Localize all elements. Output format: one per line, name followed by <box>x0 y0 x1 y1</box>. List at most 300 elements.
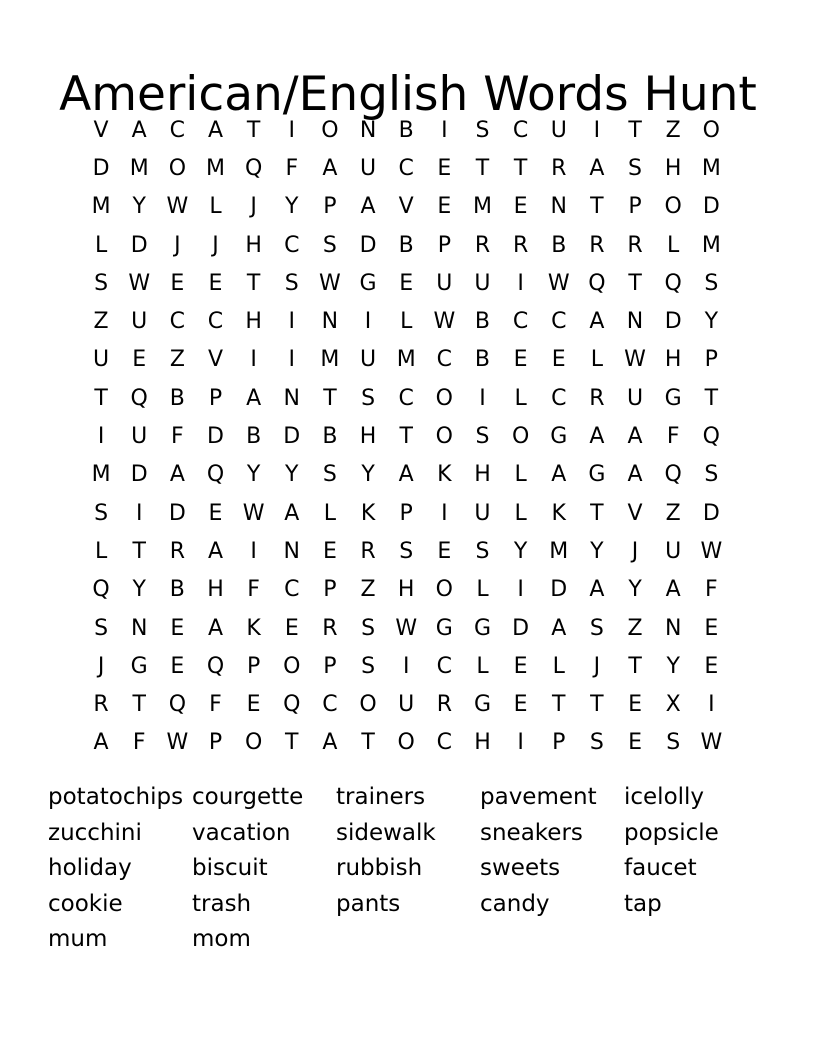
grid-letter: E <box>208 500 223 526</box>
grid-letter: O <box>321 117 339 143</box>
grid-letter: I <box>364 309 372 335</box>
grid-letter: R <box>360 538 376 564</box>
grid-letter: Y <box>590 538 604 564</box>
grid-letter: A <box>284 500 300 526</box>
grid-letter: A <box>169 462 185 488</box>
grid-letter: S <box>94 270 109 296</box>
grid-letter: B <box>169 385 185 411</box>
word-list-item: trainers <box>336 784 426 810</box>
grid-letter: M <box>91 194 111 220</box>
grid-letter: E <box>132 347 147 373</box>
grid-letter: T <box>552 692 566 718</box>
grid-letter: S <box>704 462 719 488</box>
grid-letter: T <box>399 424 413 450</box>
grid-letter: C <box>322 692 338 718</box>
grid-letter: Q <box>664 270 682 296</box>
grid-letter: L <box>94 232 108 258</box>
grid-letter: W <box>433 309 456 335</box>
word-list-item: faucet <box>624 855 697 881</box>
grid-letter: L <box>552 653 565 679</box>
grid-letter: G <box>473 615 491 641</box>
grid-letter: E <box>704 653 719 679</box>
grid-letter: L <box>476 577 489 603</box>
grid-letter: P <box>552 730 566 756</box>
grid-letter: E <box>170 615 185 641</box>
grid-letter: I <box>135 500 143 526</box>
grid-letter: L <box>514 462 527 488</box>
grid-letter: S <box>284 270 299 296</box>
word-list-item: potatochips <box>48 784 184 810</box>
grid-letter: E <box>399 270 414 296</box>
grid-letter: E <box>628 730 642 756</box>
grid-letter: T <box>590 194 604 220</box>
grid-letter: R <box>93 692 109 718</box>
grid-letter: R <box>474 232 491 258</box>
grid-letter: H <box>474 462 491 488</box>
grid-letter: F <box>247 577 260 603</box>
grid-letter: D <box>130 232 148 258</box>
grid-letter: S <box>361 653 376 679</box>
grid-letter: U <box>93 347 110 373</box>
letter-grid <box>82 111 732 762</box>
grid-letter: E <box>322 538 337 564</box>
grid-letter: A <box>665 577 681 603</box>
grid-letter: U <box>131 424 148 450</box>
grid-letter: S <box>361 385 376 411</box>
grid-letter: D <box>664 309 682 335</box>
grid-letter: A <box>589 577 605 603</box>
grid-letter: A <box>551 615 567 641</box>
grid-letter: C <box>436 347 453 373</box>
grid-letter: J <box>212 232 219 258</box>
grid-letter: C <box>284 232 300 258</box>
grid-letter: T <box>246 270 261 296</box>
grid-letter: L <box>323 500 337 526</box>
grid-letter: F <box>171 424 184 450</box>
grid-letter: P <box>704 347 718 373</box>
grid-letter: O <box>435 385 453 411</box>
word-list-item: trash <box>192 890 252 917</box>
grid-row <box>82 226 732 264</box>
grid-row <box>82 724 732 762</box>
page-title: American/English Words Hunt <box>59 67 757 123</box>
grid-letter: A <box>246 385 262 411</box>
grid-letter: I <box>517 730 524 756</box>
grid-letter: L <box>476 653 489 679</box>
grid-letter: A <box>551 462 567 488</box>
word-list-item: sneakers <box>480 819 583 846</box>
grid-letter: T <box>132 692 146 718</box>
grid-letter: I <box>250 347 257 373</box>
word-list-item: vacation <box>192 819 291 846</box>
grid-letter: F <box>285 155 299 181</box>
grid-letter: I <box>517 577 524 603</box>
grid-letter: Q <box>130 385 148 411</box>
grid-letter: G <box>550 424 568 450</box>
grid-letter: W <box>166 730 189 756</box>
grid-letter: Y <box>132 577 146 603</box>
grid-row <box>82 264 732 302</box>
grid-letter: O <box>168 155 187 181</box>
grid-letter: N <box>359 117 377 143</box>
grid-letter: I <box>708 692 715 718</box>
grid-letter: F <box>209 692 222 718</box>
grid-letter: Z <box>360 577 376 603</box>
grid-letter: I <box>593 117 601 143</box>
word-list-item: cookie <box>48 890 123 917</box>
grid-letter: P <box>437 232 451 258</box>
grid-letter: W <box>624 347 646 373</box>
grid-letter: O <box>435 424 453 450</box>
grid-letter: A <box>589 424 605 450</box>
grid-letter: A <box>207 538 224 564</box>
grid-letter: E <box>513 347 528 373</box>
grid-letter: V <box>627 500 643 526</box>
grid-letter: S <box>704 270 719 296</box>
grid-row <box>82 341 732 379</box>
grid-letter: U <box>665 538 682 564</box>
grid-letter: S <box>361 615 376 641</box>
grid-letter: P <box>323 577 337 603</box>
grid-letter: P <box>323 194 337 220</box>
grid-row <box>82 456 732 494</box>
grid-row <box>82 149 732 187</box>
grid-letter: O <box>664 194 682 220</box>
grid-letter: H <box>664 347 682 373</box>
grid-letter: I <box>441 117 448 143</box>
grid-letter: D <box>283 424 301 450</box>
grid-letter: A <box>627 424 643 450</box>
word-list-item: sidewalk <box>336 819 436 846</box>
grid-letter: I <box>288 347 296 373</box>
grid-letter: P <box>208 730 223 756</box>
grid-letter: C <box>169 309 186 335</box>
grid-letter: C <box>512 117 529 143</box>
grid-letter: N <box>321 309 339 335</box>
grid-letter: B <box>398 117 414 143</box>
grid-row <box>82 609 732 647</box>
grid-letter: Q <box>664 462 682 488</box>
grid-letter: C <box>551 309 567 335</box>
grid-letter: C <box>398 385 414 411</box>
grid-letter: S <box>589 615 604 641</box>
grid-letter: Y <box>704 309 719 335</box>
grid-letter: T <box>590 500 604 526</box>
grid-letter: P <box>323 653 337 679</box>
grid-letter: G <box>473 692 491 718</box>
grid-letter: A <box>398 462 414 488</box>
grid-letter: T <box>246 117 261 143</box>
grid-letter: N <box>664 615 682 641</box>
grid-letter: X <box>665 692 681 718</box>
grid-letter: I <box>441 500 448 526</box>
grid-letter: M <box>472 194 492 220</box>
grid-letter: W <box>547 270 570 296</box>
grid-letter: E <box>170 270 185 296</box>
grid-letter: U <box>626 385 644 411</box>
grid-letter: Y <box>513 538 528 564</box>
grid-letter: W <box>700 730 723 756</box>
grid-letter: D <box>168 500 186 526</box>
grid-letter: F <box>132 730 146 756</box>
grid-letter: Q <box>244 155 263 181</box>
grid-letter: Y <box>285 462 299 488</box>
grid-letter: Z <box>665 117 681 143</box>
grid-letter: A <box>589 155 605 181</box>
grid-letter: N <box>626 309 644 335</box>
grid-letter: I <box>479 385 486 411</box>
grid-letter: Y <box>285 194 299 220</box>
grid-letter: C <box>169 117 186 143</box>
word-list-item: popsicle <box>624 819 719 846</box>
grid-letter: L <box>590 347 604 373</box>
word-list-item: sweets <box>480 855 561 881</box>
grid-letter: S <box>475 117 490 143</box>
grid-letter: W <box>395 615 418 641</box>
grid-letter: H <box>245 232 262 258</box>
grid-letter: T <box>132 538 146 564</box>
grid-row <box>82 302 732 340</box>
grid-letter: T <box>285 730 299 756</box>
grid-letter: O <box>702 117 720 143</box>
grid-letter: Y <box>361 462 375 488</box>
grid-letter: E <box>513 692 528 718</box>
grid-letter: G <box>588 462 606 488</box>
grid-letter: G <box>130 653 148 679</box>
grid-letter: R <box>322 615 338 641</box>
grid-letter: H <box>245 309 262 335</box>
grid-letter: K <box>437 462 452 488</box>
grid-letter: T <box>361 730 375 756</box>
grid-letter: S <box>589 730 604 756</box>
grid-letter: U <box>398 692 415 718</box>
grid-letter: Y <box>666 653 680 679</box>
grid-letter: R <box>589 385 605 411</box>
grid-letter: W <box>166 194 189 220</box>
grid-letter: I <box>97 424 105 450</box>
grid-letter: M <box>320 347 340 373</box>
grid-letter: D <box>512 615 530 641</box>
word-list-item: zucchini <box>48 819 142 846</box>
grid-letter: O <box>244 730 263 756</box>
grid-letter: U <box>436 270 453 296</box>
grid-letter: Y <box>246 462 261 488</box>
grid-letter: O <box>359 692 377 718</box>
grid-letter: K <box>551 500 566 526</box>
grid-letter: V <box>93 117 109 143</box>
grid-letter: Q <box>702 424 720 450</box>
grid-letter: C <box>398 155 414 181</box>
grid-letter: R <box>627 232 643 258</box>
grid-letter: S <box>628 155 643 181</box>
grid-letter: I <box>402 653 410 679</box>
grid-row <box>82 188 732 226</box>
grid-letter: B <box>474 347 491 373</box>
grid-letter: C <box>284 577 300 603</box>
grid-letter: A <box>207 615 224 641</box>
grid-letter: E <box>437 155 452 181</box>
grid-letter: C <box>436 653 453 679</box>
grid-letter: Q <box>206 462 225 488</box>
grid-letter: E <box>170 653 185 679</box>
grid-letter: R <box>589 232 605 258</box>
grid-letter: O <box>283 653 301 679</box>
grid-row <box>82 532 732 570</box>
grid-letter: U <box>474 270 491 296</box>
grid-letter: Q <box>283 692 301 718</box>
grid-letter: R <box>436 692 452 718</box>
grid-letter: J <box>250 194 257 220</box>
grid-row <box>82 379 732 417</box>
grid-letter: L <box>514 385 527 411</box>
grid-letter: L <box>400 309 413 335</box>
word-list-item: courgette <box>192 784 304 810</box>
grid-letter: F <box>666 424 680 450</box>
grid-letter: E <box>284 615 299 641</box>
grid-letter: F <box>704 577 718 603</box>
grid-letter: L <box>94 538 108 564</box>
grid-letter: A <box>627 462 643 488</box>
grid-letter: P <box>399 500 413 526</box>
grid-letter: E <box>551 347 566 373</box>
grid-letter: K <box>360 500 376 526</box>
grid-letter: O <box>511 424 530 450</box>
grid-letter: B <box>322 424 338 450</box>
grid-letter: L <box>514 500 527 526</box>
grid-letter: R <box>512 232 529 258</box>
grid-letter: M <box>129 155 149 181</box>
grid-letter: H <box>359 424 377 450</box>
grid-letter: E <box>513 194 528 220</box>
grid-letter: Q <box>206 653 225 679</box>
grid-letter: L <box>209 194 222 220</box>
word-list-item: rubbish <box>336 855 423 881</box>
grid-letter: O <box>397 730 415 756</box>
grid-letter: I <box>517 270 524 296</box>
grid-letter: R <box>551 155 567 181</box>
grid-letter: M <box>206 155 225 181</box>
grid-row <box>82 494 732 532</box>
grid-letter: Q <box>168 692 187 718</box>
grid-letter: B <box>398 232 414 258</box>
grid-letter: N <box>130 615 148 641</box>
grid-letter: S <box>475 424 490 450</box>
grid-letter: C <box>436 730 453 756</box>
grid-letter: Z <box>169 347 185 373</box>
grid-letter: B <box>169 577 185 603</box>
word-list-item: icelolly <box>624 784 705 810</box>
grid-letter: S <box>322 232 337 258</box>
grid-letter: W <box>128 270 151 296</box>
grid-letter: B <box>474 309 491 335</box>
word-list-item: mom <box>192 926 251 952</box>
word-list-item: holiday <box>48 855 132 881</box>
grid-letter: T <box>94 385 108 411</box>
grid-letter: L <box>667 232 680 258</box>
grid-letter: E <box>437 194 452 220</box>
grid-letter: I <box>288 117 296 143</box>
grid-row <box>82 111 732 149</box>
grid-letter: A <box>131 117 147 143</box>
grid-letter: E <box>246 692 261 718</box>
word-list-item: biscuit <box>192 855 268 881</box>
grid-letter: D <box>702 194 720 220</box>
grid-letter: Q <box>588 270 606 296</box>
grid-letter: M <box>701 155 721 181</box>
grid-letter: R <box>169 538 185 564</box>
grid-letter: E <box>513 653 528 679</box>
grid-letter: A <box>207 117 224 143</box>
grid-letter: N <box>283 385 300 411</box>
word-list-item: mum <box>48 926 108 952</box>
grid-letter: U <box>474 500 491 526</box>
grid-letter: V <box>398 194 414 220</box>
grid-letter: O <box>435 577 453 603</box>
grid-letter: T <box>475 155 490 181</box>
grid-letter: S <box>666 730 681 756</box>
grid-letter: U <box>131 309 148 335</box>
grid-letter: W <box>242 500 265 526</box>
grid-letter: E <box>208 270 223 296</box>
grid-letter: N <box>283 538 300 564</box>
grid-letter: A <box>589 309 605 335</box>
grid-letter: B <box>551 232 567 258</box>
grid-letter: U <box>360 347 377 373</box>
grid-letter: D <box>702 500 720 526</box>
grid-letter: H <box>207 577 224 603</box>
grid-letter: S <box>322 462 337 488</box>
grid-letter: Z <box>93 309 109 335</box>
grid-letter: Y <box>132 194 146 220</box>
grid-letter: P <box>246 653 261 679</box>
grid-letter: T <box>628 270 642 296</box>
grid-letter: J <box>174 232 181 258</box>
grid-letter: S <box>94 500 109 526</box>
grid-letter: S <box>94 615 109 641</box>
grid-letter: D <box>207 424 224 450</box>
word-list-item: tap <box>624 890 662 917</box>
grid-letter: P <box>628 194 642 220</box>
grid-letter: S <box>399 538 414 564</box>
grid-letter: C <box>551 385 567 411</box>
grid-letter: D <box>92 155 110 181</box>
grid-letter: M <box>396 347 416 373</box>
grid-row <box>82 647 732 685</box>
grid-letter: T <box>628 653 642 679</box>
grid-letter: A <box>93 730 109 756</box>
grid-letter: E <box>628 692 642 718</box>
grid-letter: U <box>550 117 567 143</box>
grid-letter: T <box>628 117 642 143</box>
grid-letter: T <box>590 692 604 718</box>
grid-row <box>82 571 732 609</box>
grid-letter: Z <box>627 615 643 641</box>
grid-letter: A <box>322 155 338 181</box>
word-list-item: pants <box>336 890 401 917</box>
grid-letter: G <box>664 385 682 411</box>
grid-letter: M <box>91 462 111 488</box>
grid-letter: E <box>704 615 719 641</box>
grid-row <box>82 417 732 455</box>
grid-letter: H <box>474 730 491 756</box>
grid-letter: G <box>359 270 377 296</box>
grid-letter: B <box>246 424 262 450</box>
word-list-item: candy <box>480 890 550 917</box>
word-list <box>48 780 768 958</box>
grid-letter: I <box>250 538 257 564</box>
grid-letter: H <box>664 155 682 181</box>
grid-letter: I <box>288 309 296 335</box>
